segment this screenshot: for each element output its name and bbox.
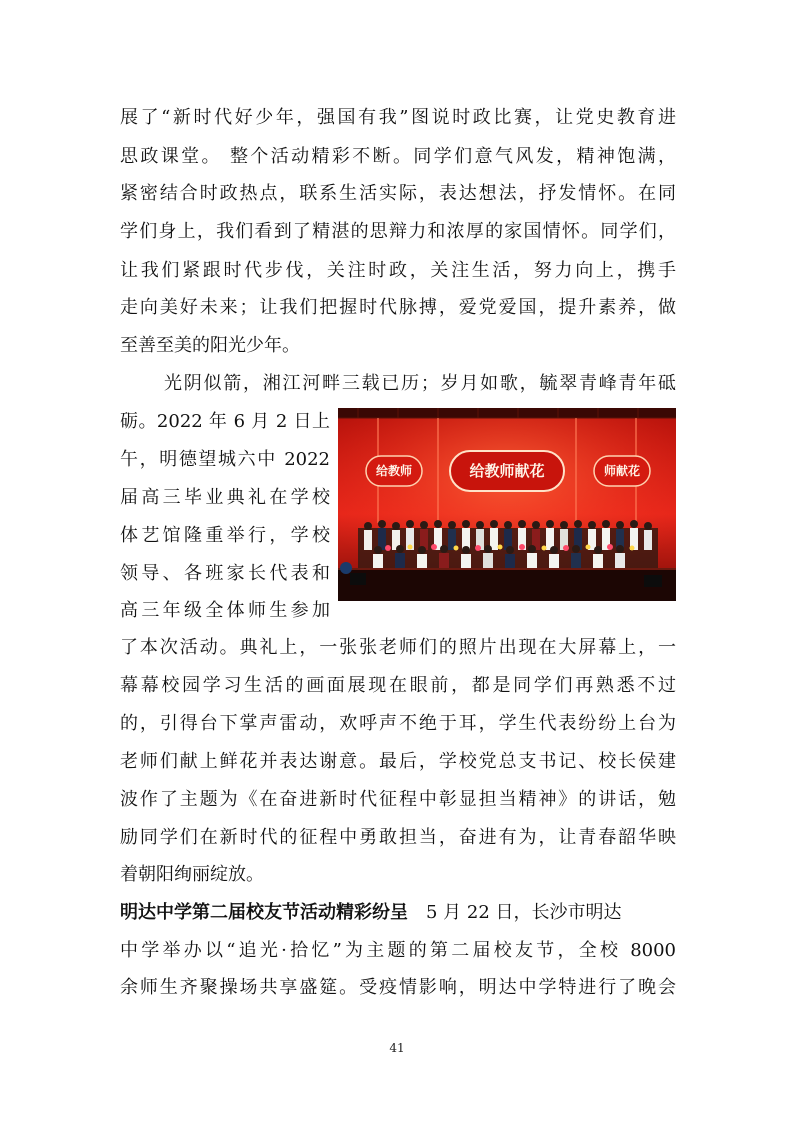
paragraph-line: 走向美好未来；让我们把握时代脉搏，爱党爱国，提升素养，做 bbox=[120, 297, 676, 318]
paragraph-line: 的，引得台下掌声雷动，欢呼声不绝于耳，学生代表纷纷上台为 bbox=[120, 713, 676, 734]
graduation-ceremony-photo bbox=[338, 408, 676, 601]
paragraph-line: 领导、各班家长代表和 bbox=[120, 563, 330, 584]
paragraph-line: 励同学们在新时代的征程中勇敢担当，奋进有为，让青春韶华映 bbox=[120, 827, 676, 848]
paragraph-line: 至善至美的阳光少年。 bbox=[120, 335, 300, 356]
paragraph-line: 思政课堂。 整个活动精彩不断。同学们意气风发，精神饱满， bbox=[120, 146, 676, 167]
paragraph-line: 波作了主题为《在奋进新时代征程中彰显担当精神》的讲话，勉 bbox=[120, 789, 676, 810]
paragraph-line: 幕幕校园学习生活的画面展现在眼前，都是同学们再熟悉不过 bbox=[120, 675, 676, 696]
paragraph-line: 余师生齐聚操场共享盛筵。受疫情影响，明达中学特进行了晚会 bbox=[120, 977, 676, 998]
paragraph-line: 着朝阳绚丽绽放。 bbox=[120, 864, 264, 885]
paragraph-line: 砺。2022 年 6 月 2 日上 bbox=[120, 411, 330, 432]
paragraph-line: 了本次活动。典礼上，一张张老师们的照片出现在大屏幕上，一 bbox=[120, 637, 676, 658]
banner-right-text: 师献花 bbox=[603, 464, 640, 478]
paragraph-line: 体艺馆隆重举行，学校 bbox=[120, 525, 330, 546]
banner-main-text: 给教师献花 bbox=[469, 462, 545, 480]
paragraph-line: 老师们献上鲜花并表达谢意。最后，学校党总支书记、校长侯建 bbox=[120, 751, 676, 772]
paragraph-line: 午，明德望城六中 2022 bbox=[120, 449, 330, 470]
paragraph-line: 高三年级全体师生参加 bbox=[120, 600, 330, 621]
paragraph-line: 紧密结合时政热点，联系生活实际，表达想法，抒发情怀。在同 bbox=[120, 183, 676, 204]
page-number: 41 bbox=[389, 1041, 405, 1055]
section-heading: 明达中学第二届校友节活动精彩纷呈 bbox=[120, 902, 408, 923]
paragraph-line: 学们身上，我们看到了精湛的思辩力和浓厚的家国情怀。同学们， bbox=[120, 221, 676, 242]
section-lead-text: 5 月 22 日，长沙市明达 bbox=[426, 902, 622, 923]
paragraph-line: 让我们紧跟时代步伐，关注时政，关注生活，努力向上，携手 bbox=[120, 260, 676, 281]
paragraph-line: 届高三毕业典礼在学校 bbox=[120, 487, 330, 508]
paragraph-line: 中学举办以“追光·拾忆”为主题的第二届校友节，全校 8000 bbox=[120, 940, 676, 961]
paragraph-line: 展了“新时代好少年，强国有我”图说时政比赛，让党史教育进 bbox=[120, 107, 676, 128]
section-first-line bbox=[120, 896, 676, 930]
paragraph-line: 光阴似箭，湘江河畔三载已历；岁月如歌，毓翠青峰青年砥 bbox=[164, 373, 676, 394]
banner-left-text: 给教师 bbox=[375, 464, 412, 478]
